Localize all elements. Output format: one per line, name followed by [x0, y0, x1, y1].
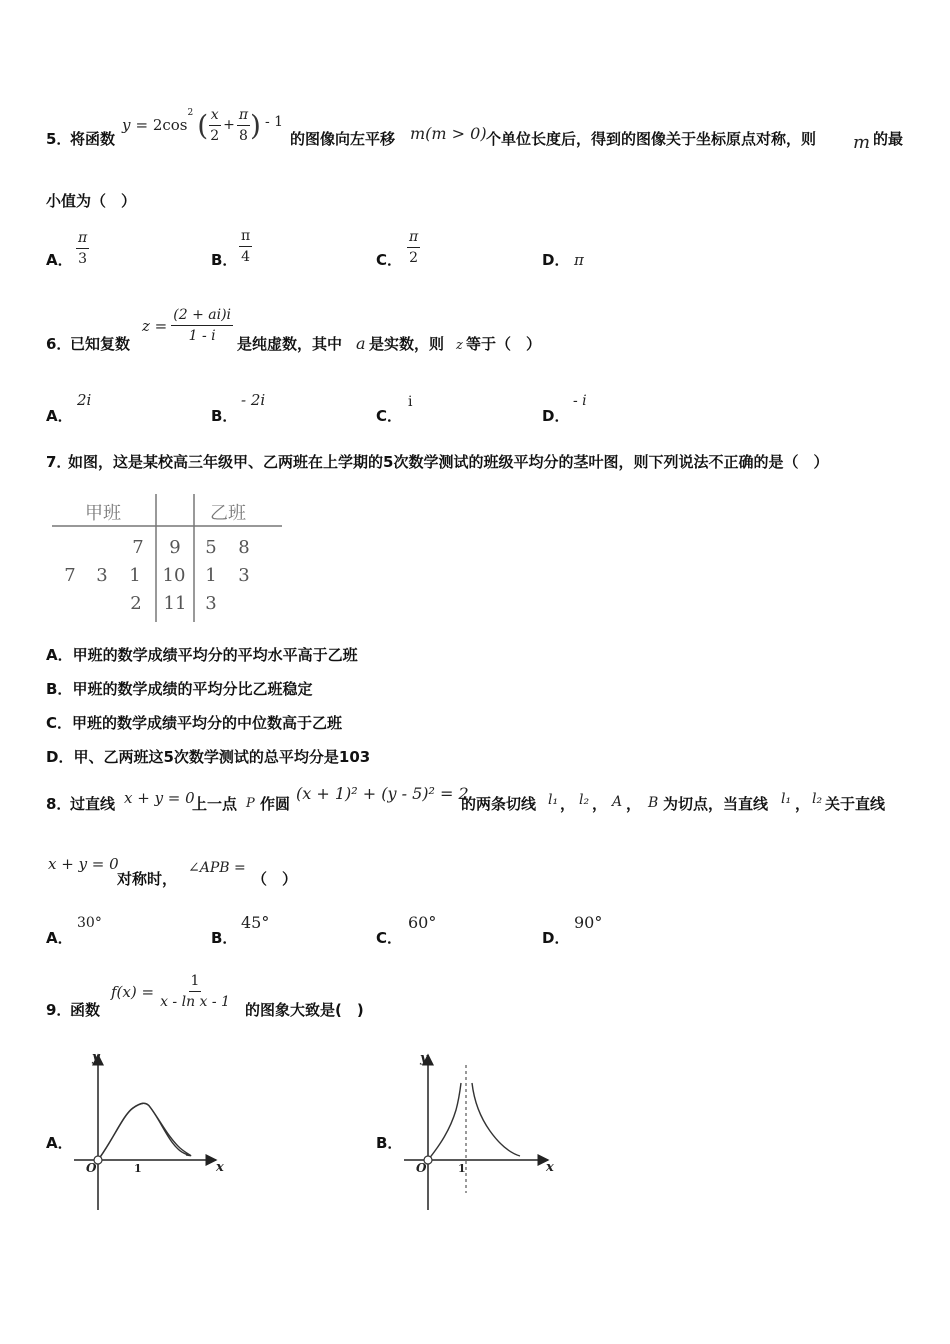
stem: 10	[162, 565, 186, 586]
q5-option-b-label: B．	[211, 251, 238, 269]
leaf: 3	[238, 565, 250, 586]
q9-prefix: 函数	[70, 1001, 101, 1019]
q8-l1b: l₁	[781, 791, 792, 807]
q5-number: 5．	[46, 130, 72, 148]
leaf: 2	[130, 593, 142, 614]
tick-1-label: 1	[134, 1162, 142, 1175]
q8-p3: 作圆	[260, 795, 291, 813]
q9-option-a-label: A．	[46, 1134, 73, 1152]
axis-y-label: y	[92, 1050, 100, 1065]
q8-option-a-value: 30°	[77, 915, 102, 931]
q9-option-b-label: B．	[376, 1134, 403, 1152]
q8-p6: 关于直线	[825, 795, 886, 813]
q8-option-b-value: 45°	[241, 913, 270, 932]
q5-option-d-label: D．	[542, 251, 570, 269]
q8-number: 8．	[46, 795, 72, 813]
leaf: 1	[205, 565, 217, 586]
q6-a-var: a	[356, 334, 366, 353]
q5-prefix: 将函数	[70, 130, 116, 148]
q8-l2b: l₂	[812, 791, 823, 807]
curve-right	[472, 1083, 520, 1156]
q8-option-c-label: C．	[376, 929, 403, 947]
q5-frac-pi-8: $\frac{\pi}{8}$	[238, 106, 249, 144]
q6-suffix: 等于（ ）	[466, 335, 542, 353]
q9-graph-a	[68, 1045, 233, 1215]
q6-prefix: 已知复数	[70, 335, 131, 353]
curve	[98, 1103, 191, 1160]
q7-option-c: C．甲班的数学成绩平均分的中位数高于乙班	[46, 714, 343, 732]
q6-option-c-value: i	[408, 394, 413, 410]
q8-p8: （ ）	[252, 870, 298, 888]
axis-x-label: x	[546, 1160, 554, 1175]
q5-option-d-value: π	[574, 251, 584, 269]
q5-m-var: m	[853, 132, 871, 153]
q8-l1: l₁	[548, 792, 559, 808]
q6-z-var: z	[456, 338, 463, 353]
q8-p2: 上一点	[192, 795, 238, 813]
q6-formula: z = $\frac{(2 + ai)i}{1 - i}$	[142, 307, 232, 344]
q8-P: P	[246, 796, 255, 811]
q8-option-d-value: 90°	[574, 913, 603, 932]
q5-option-b-value: $\frac{\pi}{4}$	[241, 228, 251, 265]
q6-option-a-value: 2i	[77, 391, 92, 409]
q8-comma: ，	[592, 795, 608, 813]
q5-option-a-value: $\frac{\pi}{3}$	[78, 230, 88, 267]
q6-mid2: 是实数，则	[369, 335, 445, 353]
curve-left	[428, 1083, 461, 1160]
origin-label: O	[86, 1161, 97, 1175]
q6-option-a-label: A．	[46, 407, 73, 425]
q5-option-c-label: C．	[376, 251, 403, 269]
q6-option-c-label: C．	[376, 407, 403, 425]
q8-B: B	[648, 795, 659, 811]
q7-text: 如图，这是某校高三年级甲、乙两班在上学期的5次数学测试的班级平均分的茎叶图，则下列说法不正确的是（ ）	[68, 453, 829, 471]
leaf: 1	[129, 565, 141, 586]
q8-option-c-value: 60°	[408, 913, 437, 932]
q8-line2-eq: x + y = 0	[48, 855, 119, 873]
q7-option-b: B．甲班的数学成绩的平均分比乙班稳定	[46, 680, 313, 698]
leaf: 7	[64, 565, 76, 586]
header-jia: 甲班	[85, 503, 121, 524]
tick-1-label: 1	[458, 1162, 466, 1175]
q8-option-a-label: A．	[46, 929, 73, 947]
q6-mid: 是纯虚数，其中	[237, 335, 343, 353]
header-yi: 乙班	[210, 503, 246, 524]
q8-line-eq: x + y = 0	[124, 789, 195, 807]
q8-p5: 为切点，当直线	[663, 795, 769, 813]
leaf: 5	[205, 537, 217, 558]
q8-option-d-label: D．	[542, 929, 570, 947]
q6-number: 6．	[46, 335, 72, 353]
q9-graph-b	[398, 1045, 563, 1215]
q5-line2: 小值为（ ）	[46, 192, 137, 210]
q8-comma: ，	[560, 795, 576, 813]
q6-option-d-label: D．	[542, 407, 570, 425]
q5-mid-text: 的图像向左平移	[290, 130, 396, 148]
stem: 11	[163, 593, 187, 614]
q9-formula: f(x) = $\frac{1}{\text{x - ln x - 1}}$	[111, 973, 230, 1010]
curve-tail	[98, 1103, 188, 1160]
q5-suffix: 个单位长度后，得到的图像关于坐标原点对称，则	[486, 130, 817, 148]
q5-frac-x-2: $\frac{x}{2}$	[210, 106, 220, 144]
stem: 9	[169, 537, 181, 558]
stem-leaf-plot	[48, 490, 288, 630]
axis-y-label: y	[420, 1051, 428, 1066]
q7-option-d: D．甲、乙两班这5次数学测试的总平均分是103	[46, 748, 371, 766]
q8-comma: ，	[795, 795, 811, 813]
leaf: 8	[238, 537, 250, 558]
q8-p4: 的两条切线	[461, 795, 537, 813]
q5-tail: 的最	[873, 130, 904, 148]
q5-option-c-value: $\frac{\pi}{2}$	[409, 229, 419, 266]
q5-m-condition: m(m > 0)	[410, 124, 487, 143]
origin-label: O	[416, 1161, 427, 1175]
q5-function-formula: y = 2 cos 2 ( $\frac{x}{2}$ + $\frac{\pi}{8}$ ) - 1	[122, 106, 284, 144]
q6-option-b-value: - 2i	[241, 391, 266, 409]
q8-A: A	[612, 794, 623, 810]
leaf: 3	[205, 593, 217, 614]
q8-comma: ，	[626, 795, 642, 813]
q5-option-a-label: A．	[46, 251, 73, 269]
q9-number: 9．	[46, 1001, 72, 1019]
q7-option-a: A．甲班的数学成绩平均分的平均水平高于乙班	[46, 646, 358, 664]
q8-p7: 对称时，	[117, 870, 178, 888]
leaf: 3	[96, 565, 108, 586]
q8-circle-eq: (x + 1)² + (y - 5)² = 2	[296, 784, 469, 803]
q6-option-b-label: B．	[211, 407, 238, 425]
q8-angle: ∠APB =	[188, 860, 246, 876]
q6-option-d-value: - i	[573, 393, 587, 409]
leaf: 7	[132, 537, 144, 558]
q8-l2: l₂	[579, 792, 590, 808]
q8-option-b-label: B．	[211, 929, 238, 947]
q7-number: 7．	[46, 453, 72, 471]
axis-x-label: x	[216, 1160, 224, 1175]
q8-p1: 过直线	[70, 795, 116, 813]
q9-suffix: 的图象大致是( )	[245, 1001, 364, 1019]
